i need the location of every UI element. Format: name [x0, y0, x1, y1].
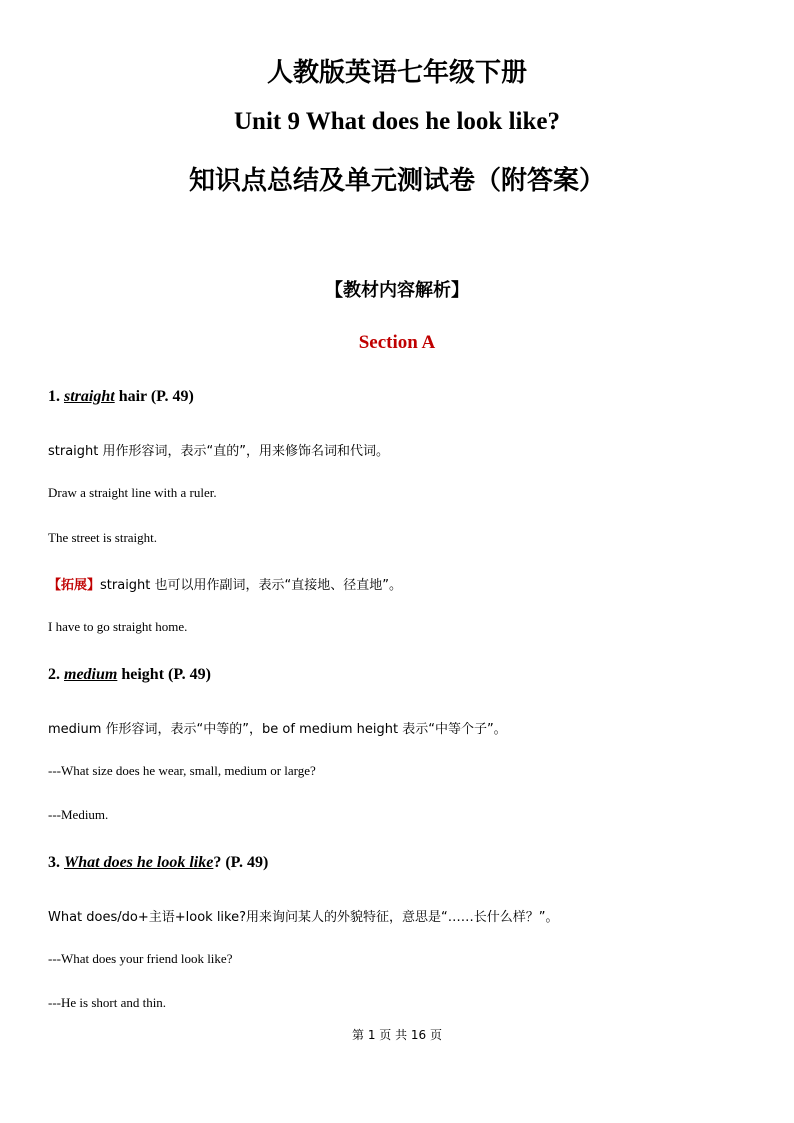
item-keyword: straight [64, 388, 115, 405]
item-3-heading [48, 854, 268, 872]
item-heading-rest: hair (P. 49) [114, 388, 194, 405]
item-2-example-2: ---Medium. [48, 807, 109, 822]
item-1-explanation: straight 用作形容词，表示“直的”，用来修饰名词和代词。 [48, 444, 389, 459]
item-number: 3. [48, 854, 60, 871]
item-3-example-1: ---What does your friend look like? [48, 951, 233, 966]
item-3-example-2: ---He is short and thin. [48, 995, 167, 1010]
section-a-heading: Section A [358, 332, 436, 353]
item-2-heading [48, 666, 211, 684]
document-title: 人教版英语七年级下册 [266, 58, 527, 88]
item-number: 1. [48, 388, 60, 405]
item-2-example-1: ---What size does he wear, small, medium or large? [48, 763, 316, 778]
item-heading-rest: ? (P. 49) [213, 854, 269, 871]
page-number-footer: 第 1 页 共 16 页 [352, 1028, 442, 1042]
item-keyword: medium [64, 666, 118, 683]
item-number: 2. [48, 666, 60, 683]
item-1-example-2: The street is straight. [48, 530, 158, 545]
item-1-extension [48, 574, 402, 593]
item-3-explanation: What does/do+主语+look like?用来询问某人的外貌特征，意思是“……长什么样？”。 [48, 910, 559, 925]
extension-tag: 【拓展】 [48, 578, 101, 593]
item-2-explanation: medium 作形容词，表示“中等的”，be of medium height 表示“中等个子”。 [48, 722, 507, 737]
document-subtitle: 知识点总结及单元测试卷（附答案） [188, 166, 605, 196]
unit-title: Unit 9 What does he look like? [234, 108, 560, 135]
extension-text: straight 也可以用作副词，表示“直接地、径直地”。 [100, 578, 402, 593]
item-1-extension-example: I have to go straight home. [48, 619, 188, 634]
item-1-heading [48, 388, 194, 406]
material-analysis-heading: 【教材内容解析】 [325, 280, 469, 301]
item-heading-rest: height (P. 49) [117, 666, 211, 683]
item-keyword: What does he look like [64, 854, 214, 871]
item-1-example-1: Draw a straight line with a ruler. [48, 485, 217, 500]
